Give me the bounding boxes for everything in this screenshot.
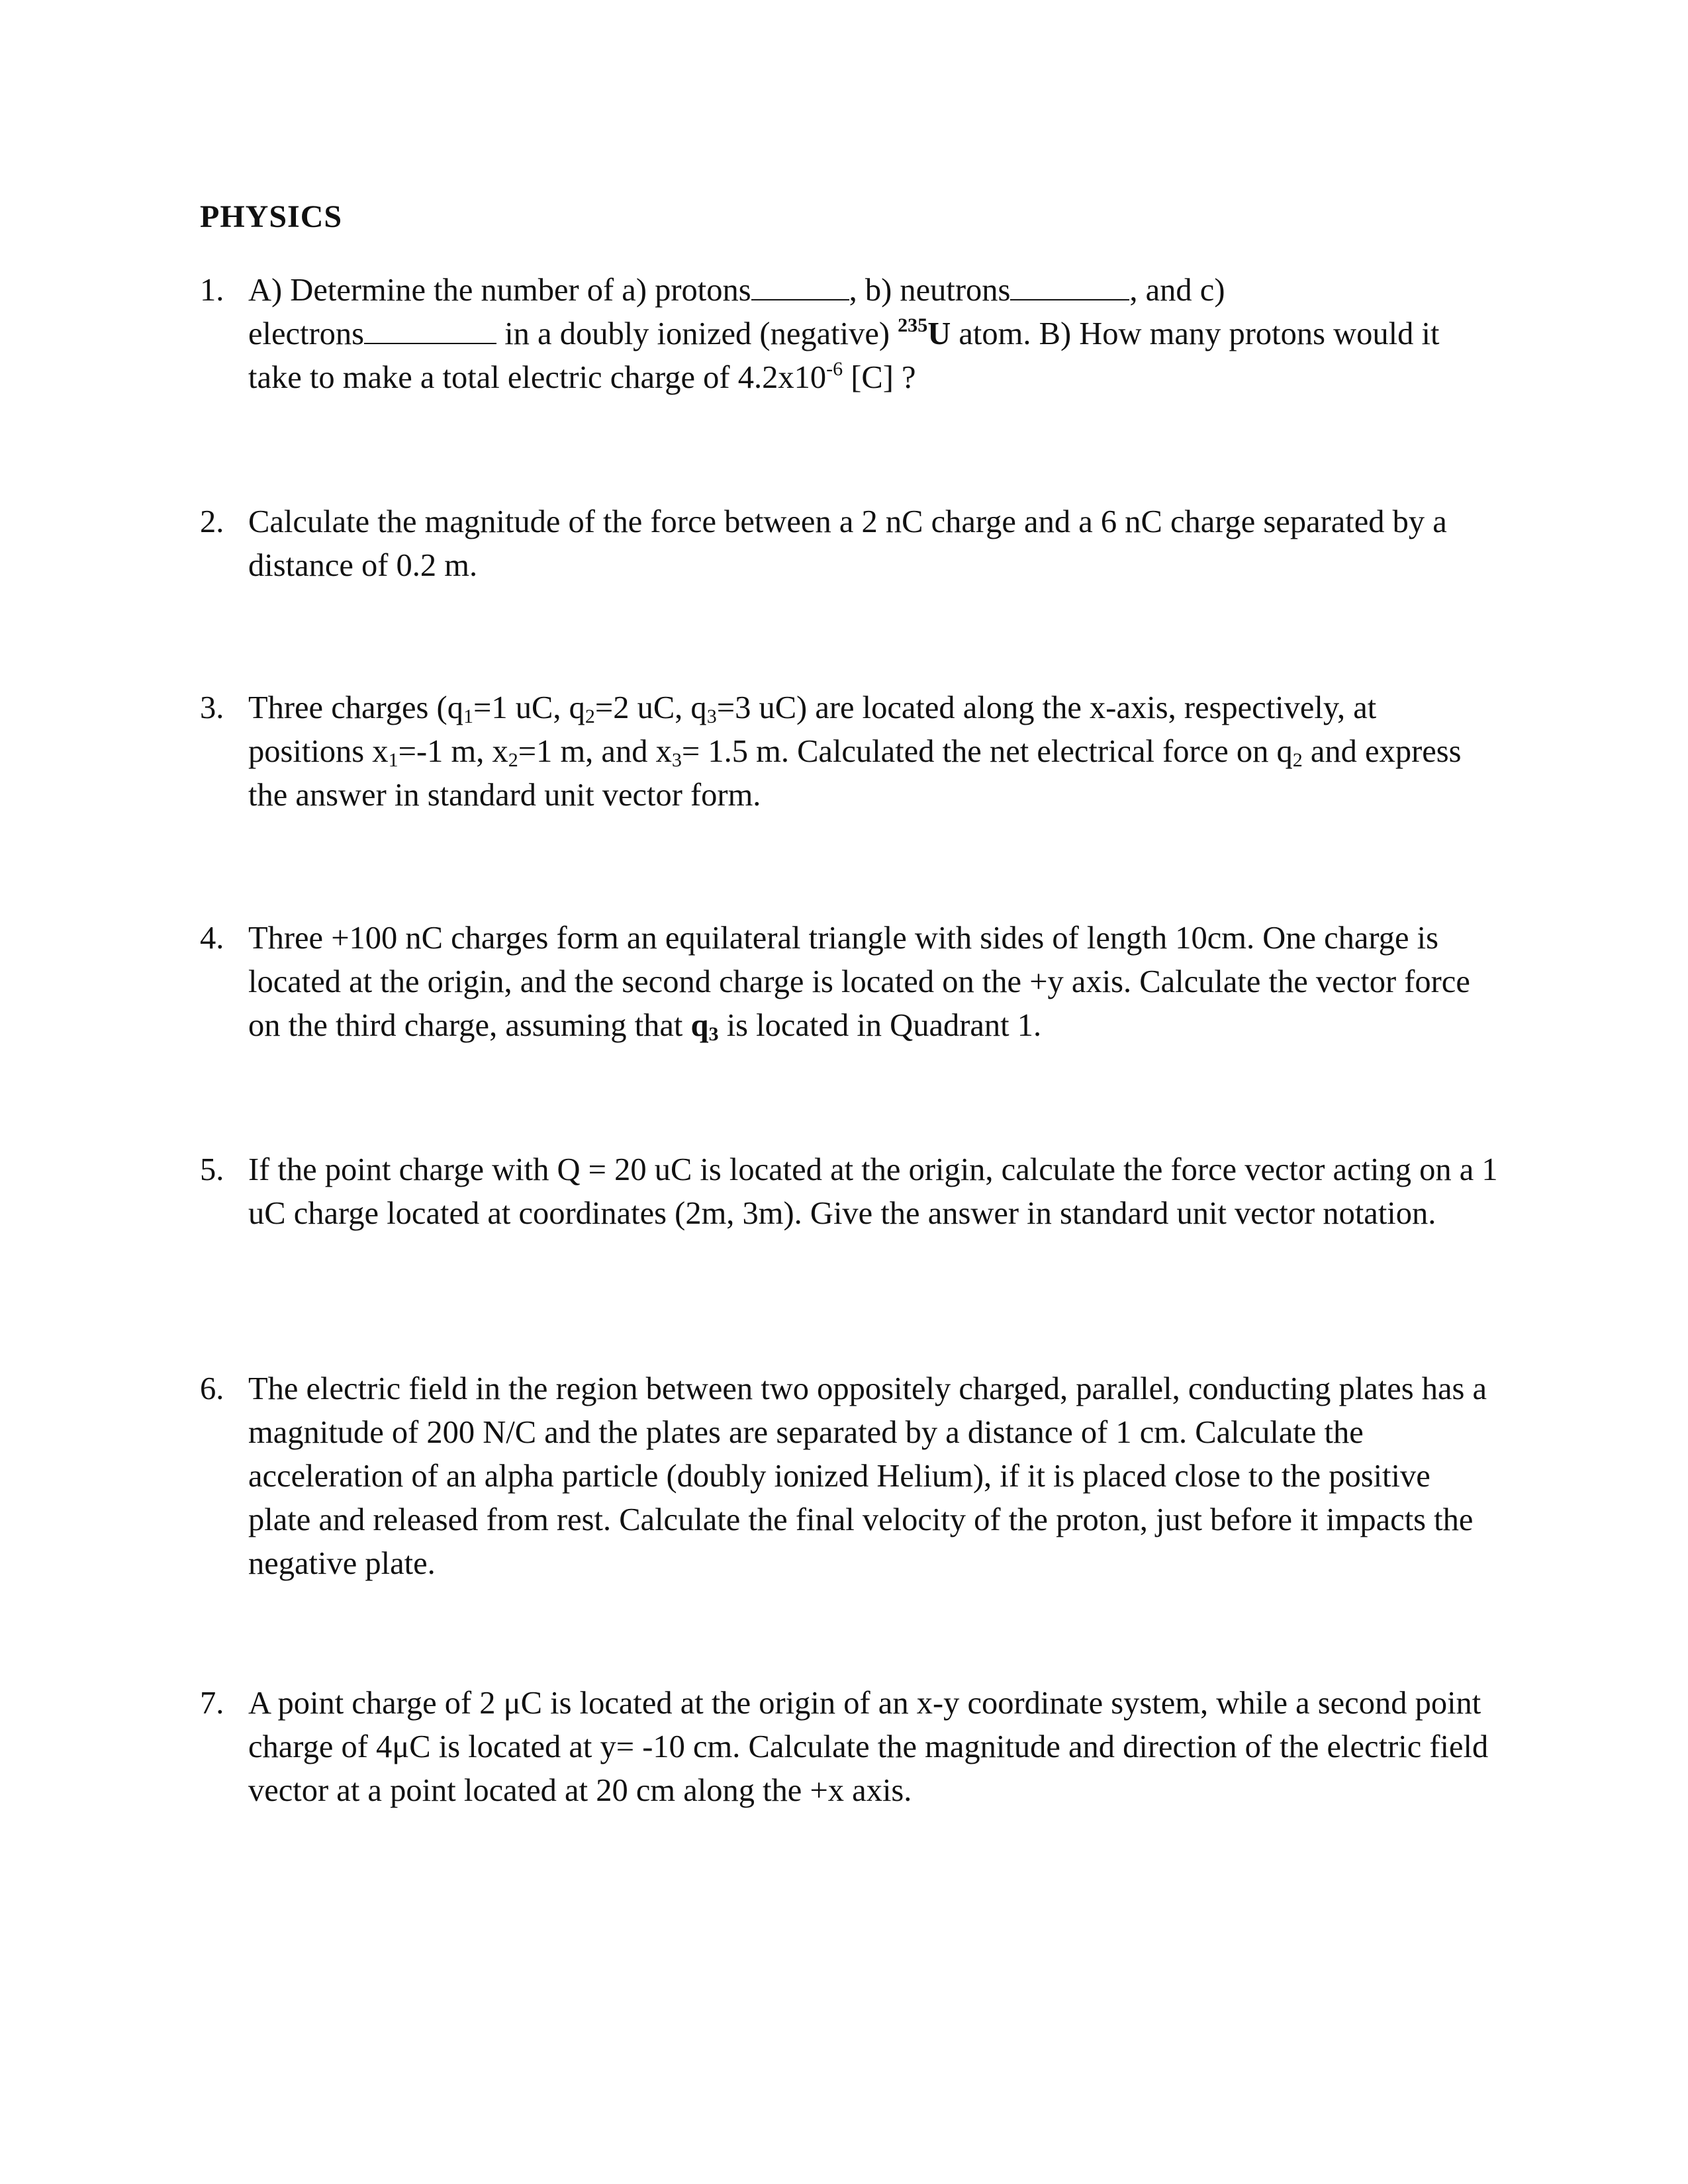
problem-text-part: , b) neutrons [849,273,1011,308]
problem-number: 7. [200,1686,224,1721]
subscript: 3 [708,1022,719,1045]
subscript: 2 [508,748,518,771]
problem-text-part: =1 m, and x [518,734,672,769]
isotope-mass-number: 235 [898,314,928,337]
problem-number: 3. [200,690,224,725]
problem-text-part: =2 uC, q [594,690,707,725]
problem-text-part: [C] ? [843,360,916,396]
problem-2 [200,500,1497,588]
answer-blank-protons[interactable] [751,269,849,300]
problem-text: A point charge of 2 μC is located at the origin of an x-y coordinate system, while a second point charge of 4μC is located at y= -10 cm. Calculate the magnitude and direction of the electric field vector at a point located at 20 cm along the +x axis. [248,1686,1489,1808]
problem-text-part: is located in Quadrant 1. [718,1008,1042,1043]
subscript: 3 [706,704,717,727]
subscript: 2 [585,704,595,727]
problem-text-part: =-1 m, x [398,734,508,769]
subscript: 1 [388,748,399,771]
problem-text: If the point charge with Q = 20 uC is located at the origin, calculate the force vector acting on a 1 uC charge located at coordinates (2m, 3m). Give the answer in standard unit vector notation. [248,1152,1498,1231]
problem-6 [200,1367,1497,1586]
problem-7 [200,1682,1497,1813]
problem-5 [200,1148,1497,1236]
problem-1 [200,269,1497,400]
problem-4 [200,917,1497,1048]
problem-number: 4. [200,921,224,956]
subscript: 3 [671,748,682,771]
problem-text-part: =3 uC) are located along the x-axis, respectively, at positions x [248,690,1377,769]
subscript: 1 [463,704,473,727]
answer-blank-electrons[interactable] [364,312,496,344]
problem-text-part: and express the answer in standard unit vector form. [248,734,1462,813]
problem-text-part: , and c) [1129,273,1225,308]
problem-text: Calculate the magnitude of the force between a 2 nC charge and a 6 nC charge separated by a distance of 0.2 m. [248,504,1447,583]
problem-3 [200,686,1497,817]
problem-text-part: =1 uC, q [473,690,585,725]
variable-bold: q [690,1008,709,1043]
problem-text-part: electrons [248,316,365,352]
problem-number: 2. [200,504,224,539]
problem-text-part: A) Determine the number of a) protons [248,273,751,308]
answer-blank-neutrons[interactable] [1010,269,1129,300]
problem-text-part: = 1.5 m. Calculated the net electrical force on q [681,734,1293,769]
exponent: -6 [826,357,843,381]
problem-text-part: atom. B) How many protons would it take to make a total electric charge of 4.2x10 [248,316,1440,396]
isotope-symbol: U [927,316,951,352]
problem-text [248,686,1489,817]
page-title: PHYSICS [200,199,343,234]
problem-number: 6. [200,1371,224,1406]
problem-text-part: Three +100 nC charges form an equilateral triangle with sides of length 10cm. One charge is located at the origin, and the second charge is located on the +y axis. Calculate the vector force on the third charge, assuming that [248,921,1470,1043]
subscript: 2 [1292,748,1303,771]
problem-number: 1. [200,273,224,308]
problem-text [248,269,1479,400]
problem-text-part: Three charges (q [248,690,463,725]
problem-text: The electric field in the region between two oppositely charged, parallel, conducting plates has a magnitude of 200 N/C and the plates are separated by a distance of 1 cm. Calculate the acceleration of an alpha particle (doubly ionized Helium), if it is placed close to the positive plate and released from rest. Calculate the final velocity of the proton, just before it impacts the negative plate. [248,1371,1487,1581]
problem-text [248,917,1506,1048]
problem-number: 5. [200,1152,224,1187]
problem-text-part: in a doubly ionized (negative) [496,316,898,352]
